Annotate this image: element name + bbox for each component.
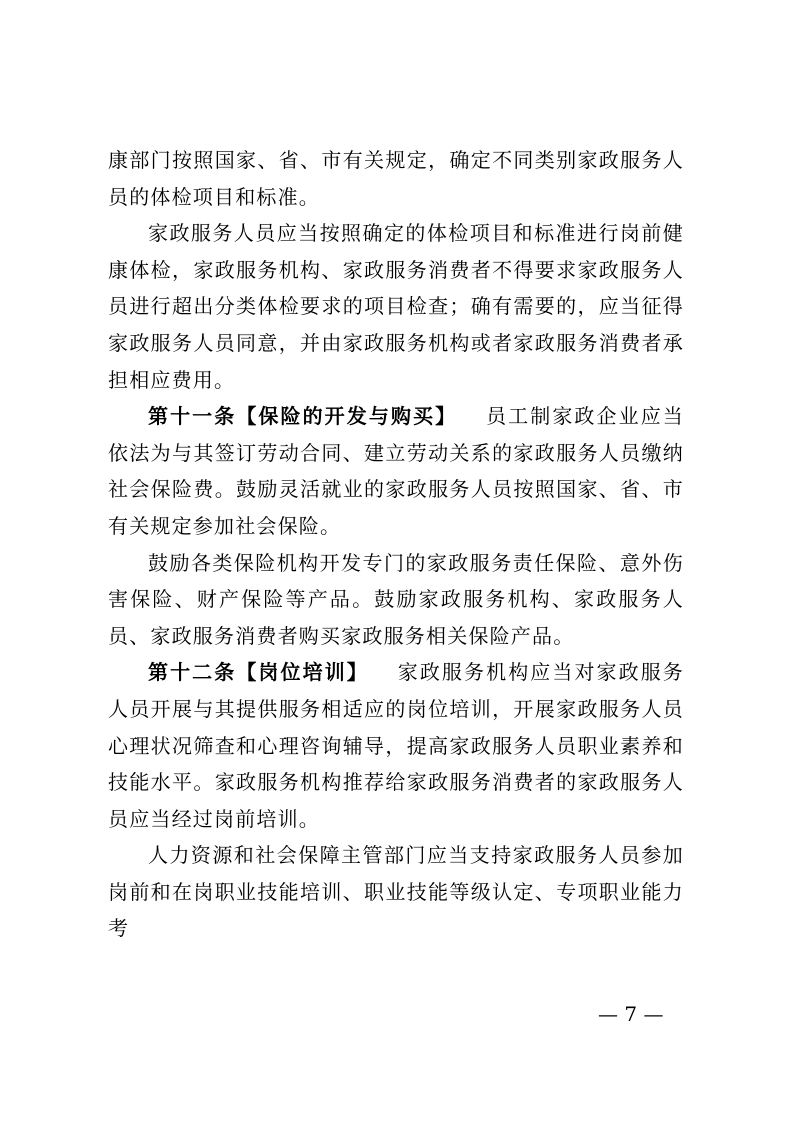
body-text	[108, 142, 684, 947]
article-heading: 第十二条【岗位培训】	[148, 660, 369, 685]
paragraph-text: 家政服务人员应当按照确定的体检项目和标准进行岗前健康体检，家政服务机构、家政服务消费者不得要求家政服务人员进行超出分类体检要求的项目检查；确有需要的，应当征得家政服务人员同意，并由家政服务机构或者家政服务消费者承担相应费用。	[108, 221, 684, 392]
page-number: — 7 —	[598, 1002, 664, 1026]
article-12-paragraph	[108, 654, 684, 837]
paragraph-text: 康部门按照国家、省、市有关规定，确定不同类别家政服务人员的体检项目和标准。	[108, 148, 684, 209]
paragraph-text: 人力资源和社会保障主管部门应当支持家政服务人员参加岗前和在岗职业技能培训、职业技能等级认定、专项职业能力考	[108, 843, 684, 941]
paragraph-text: 鼓励各类保险机构开发专门的家政服务责任保险、意外伤害保险、财产保险等产品。鼓励家政服务机构、家政服务人员、家政服务消费者购买家政服务相关保险产品。	[108, 550, 684, 648]
paragraph-text: 员工制家政企业应当依法为与其签订劳动合同、建立劳动关系的家政服务人员缴纳社会保险费。鼓励灵活就业的家政服务人员按照国家、省、市有关规定参加社会保险。	[108, 404, 684, 538]
paragraph-text: 家政服务机构应当对家政服务人员开展与其提供服务相适应的岗位培训，开展家政服务人员心理状况筛查和心理咨询辅导，提高家政服务人员职业素养和技能水平。家政服务机构推荐给家政服务消费者的家政服务人员应当经过岗前培训。	[108, 660, 685, 831]
paragraph-continuation	[108, 142, 684, 215]
article-11-paragraph	[108, 398, 684, 544]
paragraph	[108, 215, 684, 398]
article-heading: 第十一条【保险的开发与购买】	[148, 404, 458, 429]
paragraph	[108, 837, 684, 947]
paragraph	[108, 545, 684, 655]
